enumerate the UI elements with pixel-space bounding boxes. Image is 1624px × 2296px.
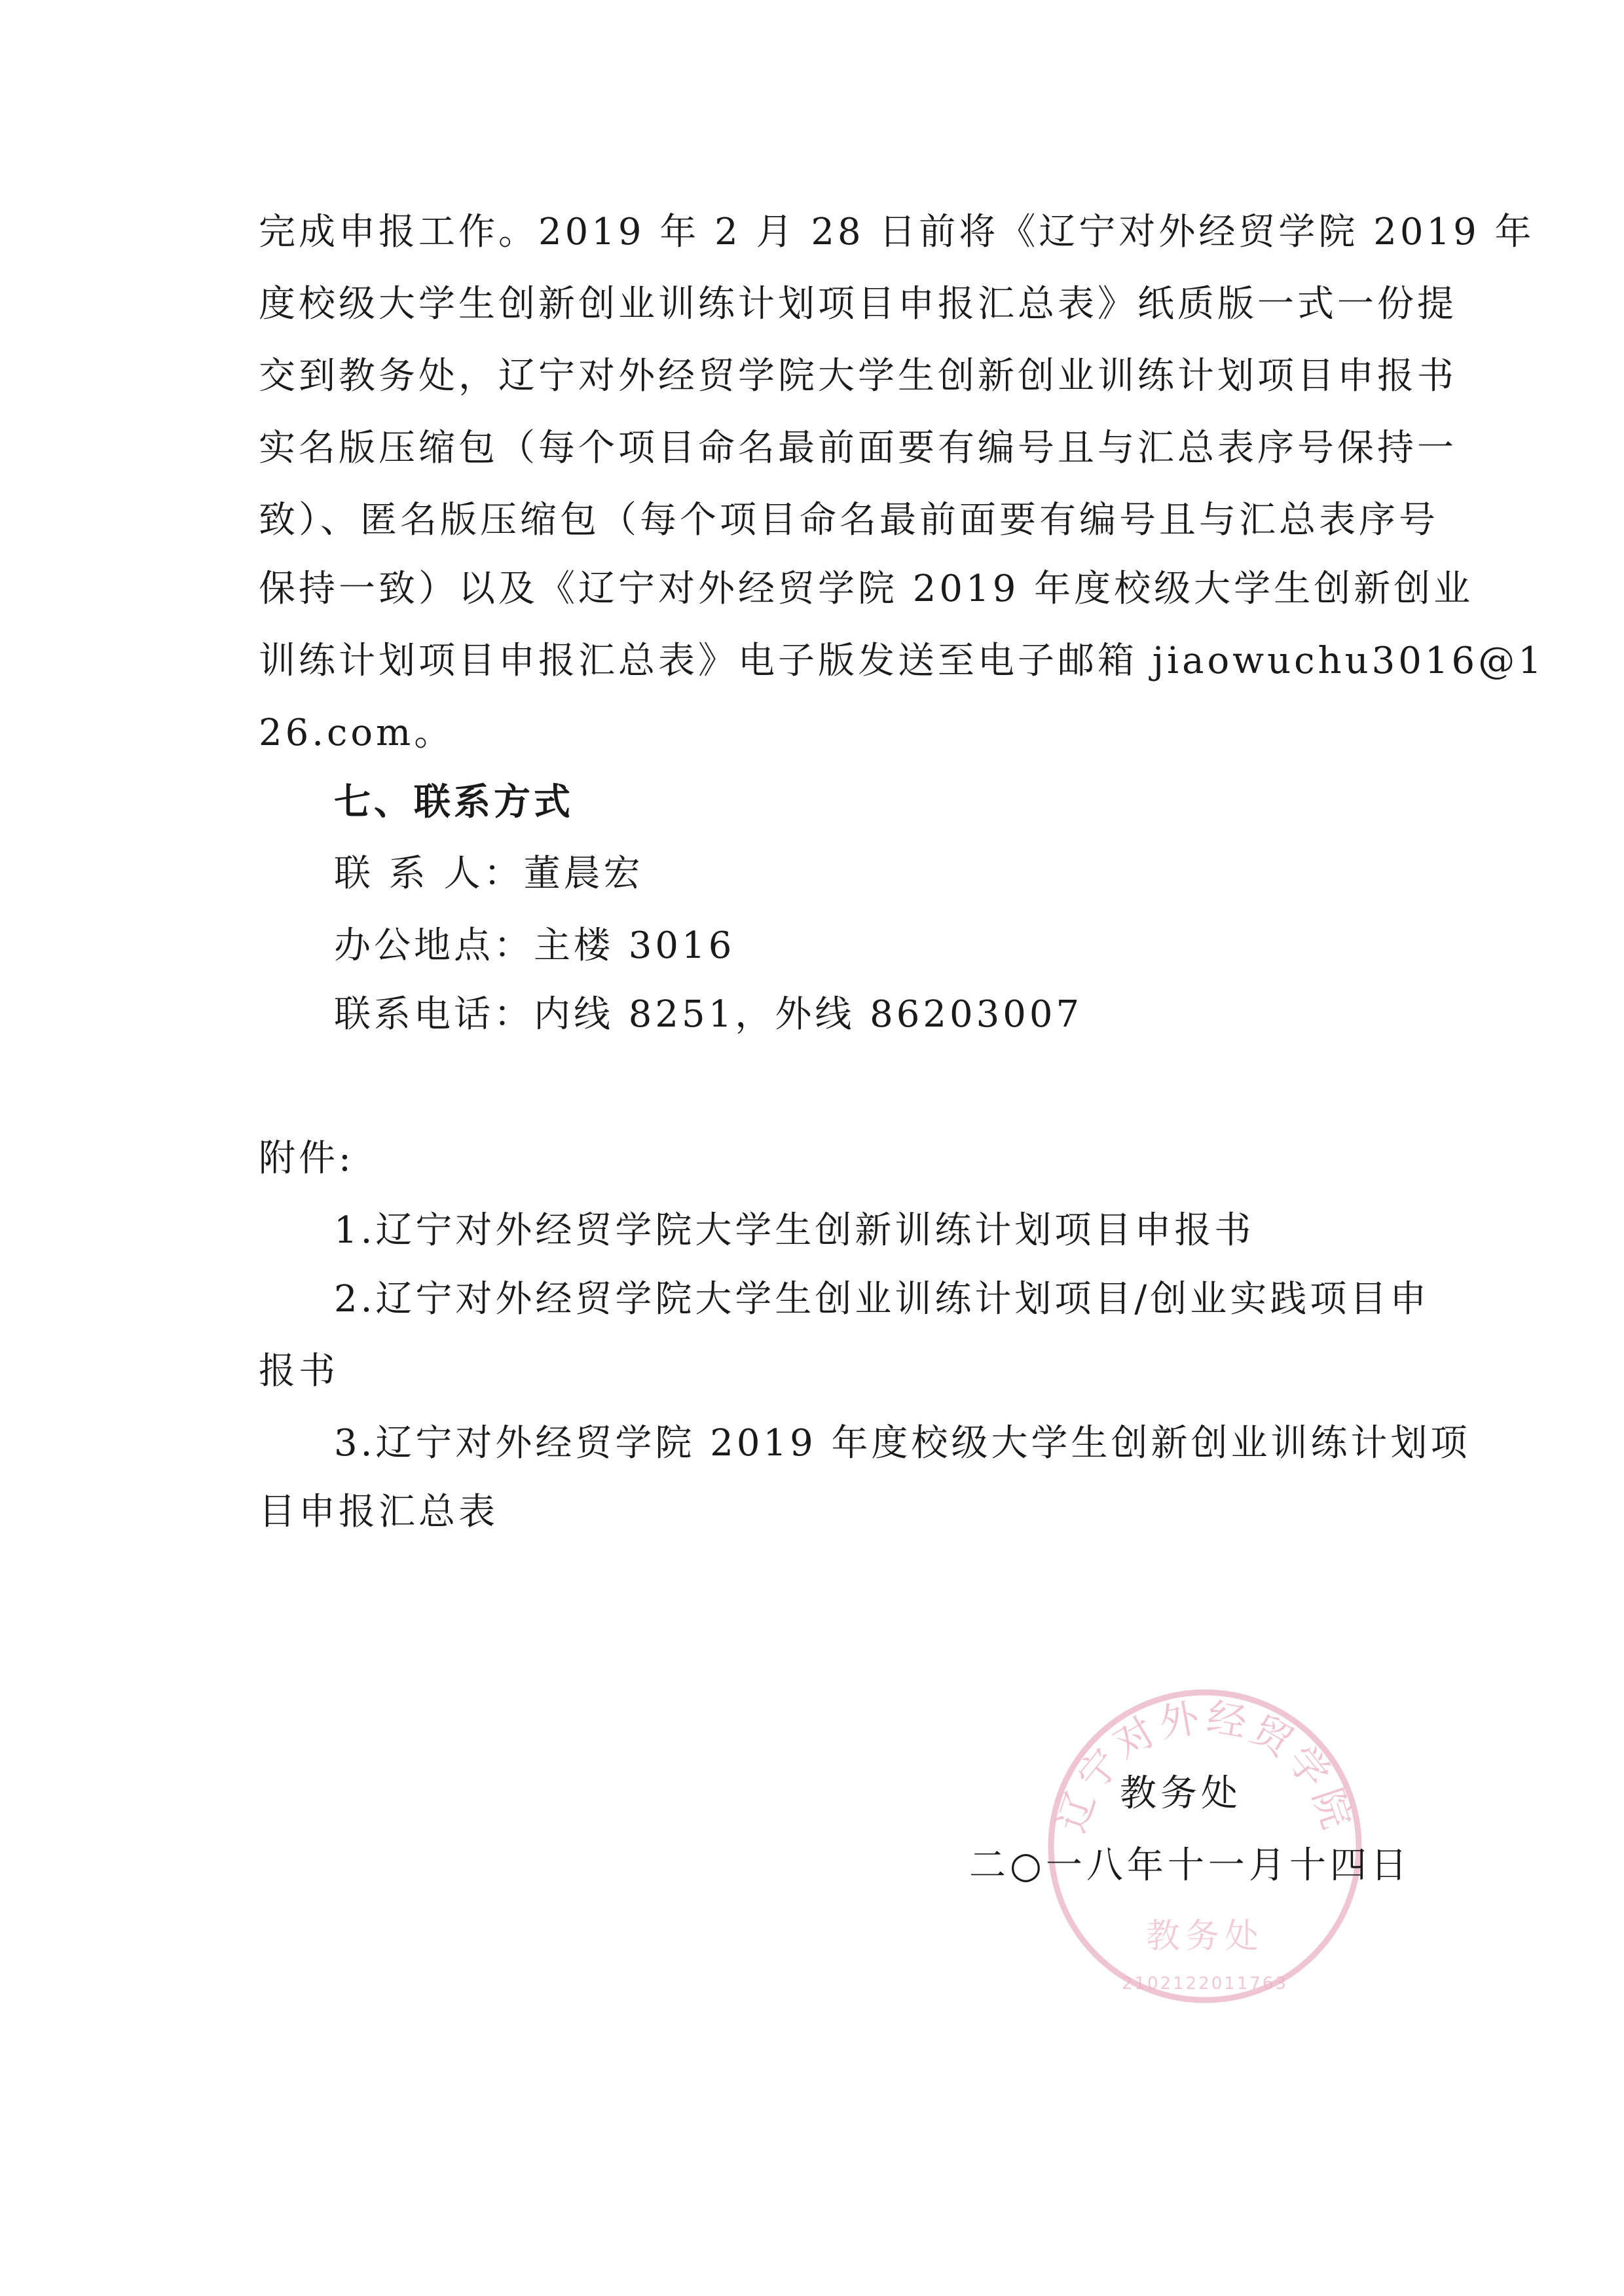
contact-office: 办公地点：主楼 3016: [334, 924, 735, 967]
body-line-4: 实名版压缩包（每个项目命名最前面要有编号且与汇总表序号保持一: [259, 427, 1457, 469]
body-line-3: 交到教务处，辽宁对外经贸学院大学生创新创业训练计划项目申报书: [259, 355, 1457, 397]
signature-date: 二○一八年十一月十四日: [969, 1844, 1411, 1887]
attachment-3-line-1: 3.辽宁对外经贸学院 2019 年度校级大学生创新创业训练计划项: [334, 1422, 1471, 1465]
attachments-label: 附件:: [259, 1137, 354, 1180]
contact-heading: 七、联系方式: [334, 780, 574, 824]
body-line-5: 致）、匿名版压缩包（每个项目命名最前面要有编号且与汇总表序号: [259, 499, 1439, 541]
body-line-1: 完成申报工作。2019 年 2 月 28 日前将《辽宁对外经贸学院 2019 年: [259, 211, 1535, 253]
signature-office: 教务处: [1120, 1772, 1242, 1815]
contact-person: 联 系 人：董晨宏: [334, 852, 644, 895]
seal-center-text: 教务处: [1145, 1917, 1264, 1956]
attachment-2-line-1: 2.辽宁对外经贸学院大学生创业训练计划项目/创业实践项目申: [334, 1278, 1430, 1321]
attachment-1: 1.辽宁对外经贸学院大学生创新训练计划项目申报书: [334, 1209, 1255, 1252]
body-line-2: 度校级大学生创新创业训练计划项目申报汇总表》纸质版一式一份提: [259, 283, 1457, 325]
body-line-6: 保持一致）以及《辽宁对外经贸学院 2019 年度校级大学生创新创业: [259, 568, 1474, 610]
seal-serial: 2102122011763: [1121, 1974, 1289, 1994]
attachment-2-line-2: 报书: [259, 1350, 339, 1393]
attachment-3-line-2: 目申报汇总表: [259, 1491, 498, 1533]
body-line-8: 26.com。: [259, 712, 454, 754]
body-line-7: 训练计划项目申报汇总表》电子版发送至电子邮箱 jiaowuchu3016@1: [259, 640, 1545, 682]
seal-top-text: 辽宁对外经贸学院: [1048, 1694, 1361, 1838]
contact-phone: 联系电话：内线 8251，外线 86203007: [334, 993, 1083, 1036]
